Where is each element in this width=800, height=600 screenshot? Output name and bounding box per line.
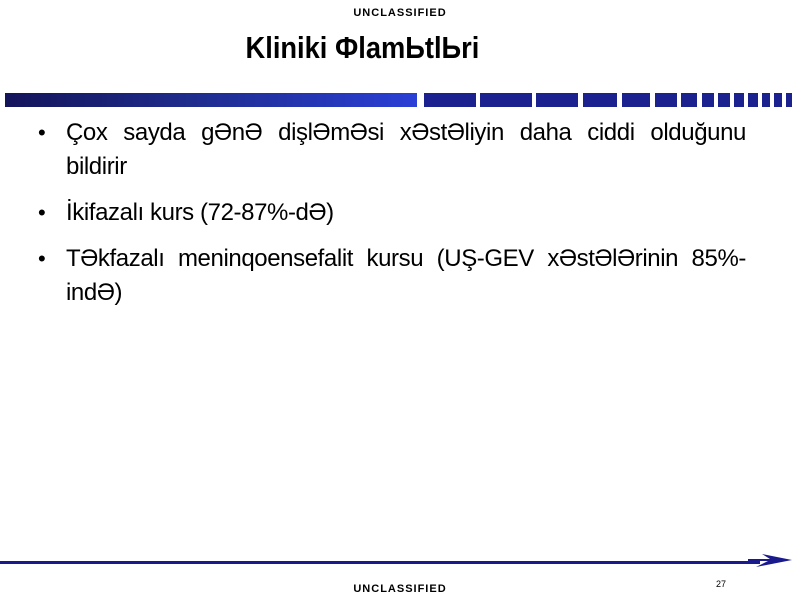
bullet-marker: • bbox=[38, 200, 46, 225]
bullet-item bbox=[38, 242, 746, 310]
title-bar-block bbox=[718, 93, 730, 107]
title-bar-gradient bbox=[5, 93, 417, 107]
bullet-text: İkifazalı kurs (72-87%-dӘ) bbox=[66, 199, 334, 226]
bullet-marker: • bbox=[38, 120, 46, 145]
bullet-list bbox=[38, 116, 746, 322]
slide-title: Kliniki ФlamЬtlЬri bbox=[245, 30, 480, 65]
arrow-icon bbox=[748, 553, 792, 569]
title-bar-block bbox=[655, 93, 677, 107]
title-bar-block bbox=[734, 93, 744, 107]
classification-header: UNCLASSIFIED bbox=[353, 7, 447, 19]
bullet-text: TӘkfazalı meninqoensefalit kursu (UŞ-GEV xӘstӘlӘrinin 85%-indӘ) bbox=[66, 245, 746, 306]
title-bar-block bbox=[762, 93, 770, 107]
title-bar-block bbox=[786, 93, 792, 107]
bullet-text: Çox sayda gӘnӘ dişlӘmӘsi xӘstӘliyin daha ciddi olduğunu bildirir bbox=[66, 119, 746, 180]
title-bar-block bbox=[702, 93, 714, 107]
title-bar-block bbox=[681, 93, 697, 107]
classification-footer: UNCLASSIFIED bbox=[353, 583, 447, 595]
title-bar-block bbox=[774, 93, 782, 107]
title-decoration-bar bbox=[5, 93, 795, 107]
page-number: 27 bbox=[716, 579, 727, 589]
title-bar-block bbox=[480, 93, 532, 107]
title-bar-block bbox=[622, 93, 650, 107]
title-bar-block bbox=[583, 93, 617, 107]
title-bar-block bbox=[536, 93, 578, 107]
bullet-item bbox=[38, 196, 746, 230]
bullet-marker: • bbox=[38, 246, 46, 271]
bullet-item bbox=[38, 116, 746, 184]
footer-rule bbox=[0, 561, 760, 564]
title-bar-block bbox=[424, 93, 476, 107]
title-bar-block bbox=[748, 93, 758, 107]
